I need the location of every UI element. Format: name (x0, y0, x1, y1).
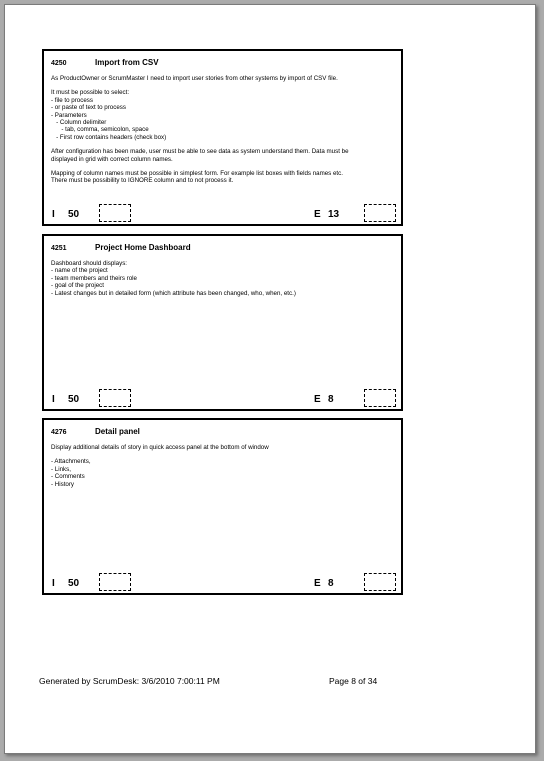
description-paragraph (51, 89, 393, 141)
description-paragraph (51, 444, 393, 451)
description-line: - Links, (51, 465, 71, 473)
description-line: - Attachments, (51, 458, 91, 466)
story-card (42, 234, 403, 411)
importance-label: I (52, 578, 55, 589)
card-header (51, 243, 191, 252)
description-line: It must be possible to select: (51, 89, 130, 97)
story-id: 4250 (51, 60, 67, 67)
importance-value: 50 (68, 394, 80, 405)
estimate-box (364, 204, 396, 222)
description-line: Display additional details of story in quick access panel at the bottom of window (51, 444, 269, 451)
description-paragraph (51, 458, 393, 488)
description-line: - Comments (51, 473, 85, 481)
description-line: - name of the project (51, 267, 108, 275)
story-card (42, 418, 403, 595)
description-paragraph (51, 170, 393, 185)
description-line: - First row contains headers (check box) (51, 133, 167, 141)
description-line: - Column delimiter (51, 119, 107, 127)
report-page (4, 4, 536, 754)
estimate-box (364, 573, 396, 591)
description-line: - Parameters (51, 111, 87, 119)
story-description (51, 260, 393, 304)
story-card (42, 49, 403, 226)
description-line: - team members and theirs role (51, 274, 137, 282)
card-header (51, 427, 140, 436)
story-id: 4251 (51, 245, 67, 252)
description-line: - Latest changes but in detailed form (which attribute has been changed, who, when, etc.) (51, 289, 296, 297)
story-description (51, 444, 393, 495)
description-line: Mapping of column names must be possible in simplest form. For example list boxes with fields names etc. (51, 170, 343, 178)
description-line: - or paste of text to process (51, 104, 126, 112)
story-description (51, 75, 393, 192)
description-line: - file to process (51, 96, 93, 104)
estimate-value: 8 (328, 578, 334, 589)
description-line: displayed in grid with correct column names. (51, 155, 173, 163)
description-line: After configuration has been made, user must be able to see data as system understand them. Data must be (51, 148, 349, 156)
estimate-label: E (314, 209, 321, 220)
description-line: Dashboard should displays: (51, 260, 128, 267)
estimate-box (364, 389, 396, 407)
description-line: - tab, comma, semicolon, space (51, 126, 149, 134)
estimate-value: 13 (328, 209, 340, 220)
importance-label: I (52, 394, 55, 405)
description-line: - goal of the project (51, 282, 104, 290)
estimate-label: E (314, 578, 321, 589)
estimate-label: E (314, 394, 321, 405)
importance-value: 50 (68, 578, 80, 589)
importance-label: I (52, 209, 55, 220)
story-title: Import from CSV (95, 58, 159, 67)
description-paragraph (51, 148, 393, 163)
story-title: Detail panel (95, 427, 140, 436)
story-title: Project Home Dashboard (95, 243, 191, 252)
page-number: Page 8 of 34 (329, 676, 378, 686)
story-id: 4276 (51, 429, 67, 436)
importance-box (99, 204, 131, 222)
importance-value: 50 (68, 209, 80, 220)
estimate-value: 8 (328, 394, 334, 405)
card-header (51, 58, 159, 67)
description-line: - History (51, 480, 75, 488)
importance-box (99, 389, 131, 407)
description-paragraph (51, 260, 393, 297)
generated-by-text: Generated by ScrumDesk: 3/6/2010 7:00:11 PM (39, 676, 220, 686)
description-line: There must be possibility to IGNORE column and to not process it. (51, 177, 234, 185)
description-line: As ProductOwner or ScrumMaster I need to import user stories from other systems by import of CSV file. (51, 75, 338, 82)
description-paragraph (51, 75, 393, 82)
importance-box (99, 573, 131, 591)
